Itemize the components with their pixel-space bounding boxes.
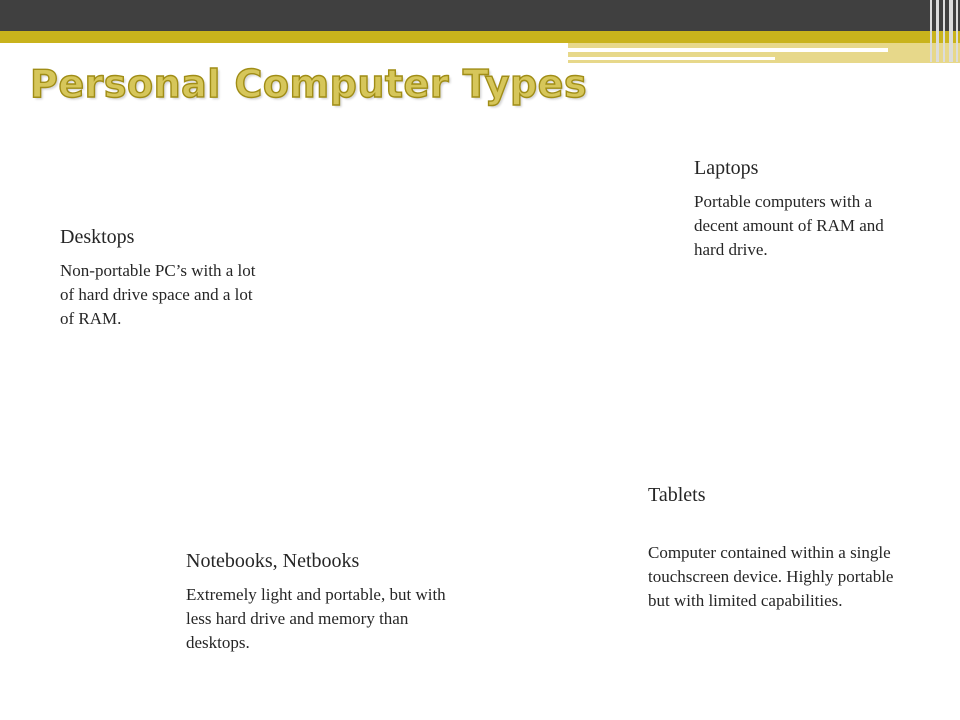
section-desktops xyxy=(60,225,270,331)
section-description: Extremely light and portable, but with less hard drive and memory than desktops. xyxy=(186,585,446,652)
section-laptops xyxy=(694,156,914,262)
gold-accent-band xyxy=(568,43,960,63)
decorative-stripe xyxy=(0,48,888,52)
top-gold-bar xyxy=(0,31,960,43)
section-heading: Tablets xyxy=(648,484,706,506)
slide-title: Personal Computer Types xyxy=(30,62,588,106)
section-description: Non-portable PC’s with a lot of hard drive space and a lot of RAM. xyxy=(60,261,256,328)
section-heading: Notebooks, Netbooks xyxy=(186,550,360,572)
corner-lines-decoration xyxy=(928,0,960,62)
section-description: Portable computers with a decent amount of RAM and hard drive. xyxy=(694,192,884,259)
section-tablets xyxy=(648,483,898,613)
section-notebooks xyxy=(186,549,466,655)
top-dark-bar xyxy=(0,0,960,31)
section-heading: Laptops xyxy=(694,157,759,179)
decorative-stripe xyxy=(0,57,775,60)
section-description: Computer contained within a single touchscreen device. Highly portable but with limited capabilities. xyxy=(648,543,894,610)
section-heading: Desktops xyxy=(60,226,135,248)
